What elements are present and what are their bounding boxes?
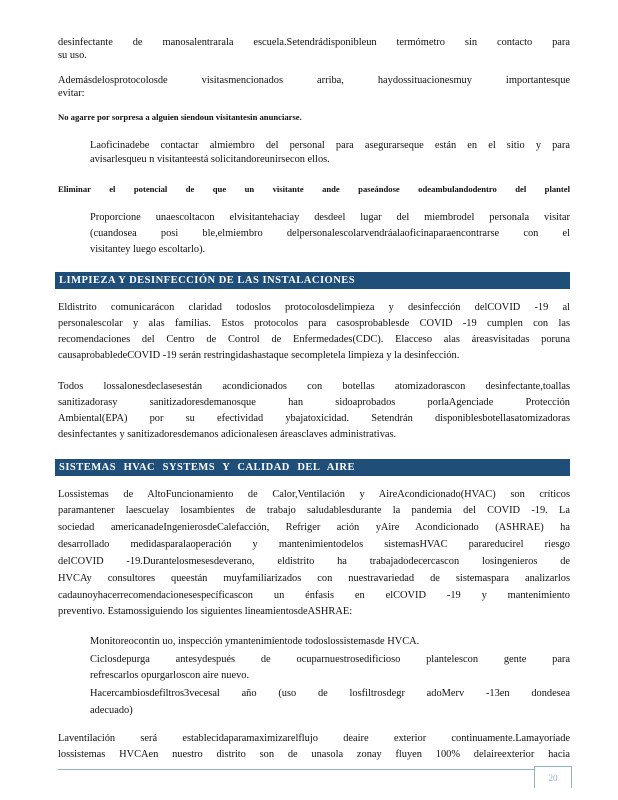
paragraph-line: delCOVID -19.Durantelosmesesdeverano, eldistrito ha trabajadodecercascon losingenieros de: [58, 556, 570, 567]
page-number: 20: [534, 766, 572, 788]
paragraph-line: evitar:: [58, 88, 85, 99]
paragraph-line: causaprobabledeCOVID -19 serán restringidashastaque secompletela limpieza y la desinfección.: [58, 350, 460, 361]
paragraph-line: Todos lossalonesdeclasesestán acondicionados con botellas atomizadorascon desinfectante,toallas: [58, 381, 570, 392]
paragraph-line: Lossistemas de AltoFuncionamiento de Calor,Ventilación y AireAcondicionado(HVAC) son críticos: [58, 489, 570, 500]
bullet-line: visitantey luego escoltarlo).: [90, 244, 206, 255]
paragraph-line: sociedad americanadeIngenierosdeCalefacción, Refriger ación yAire Acondicionado (ASHRAE) ha: [58, 522, 570, 533]
rule-heading-eliminar: Eliminar el potencial de que un visitante ande paseándose odeambulandodentro del plantel: [58, 184, 570, 194]
paragraph-line: paramantener laescuelay losambientes de trabajo saludablesdurante la pandemia del COVID -19. La: [58, 505, 570, 516]
rule-heading-no-agarre: No agarre por sorpresa a alguien siendoun visitantesin anunciarse.: [58, 112, 302, 122]
paragraph-line: cadaunoyhacerrecomendacionesespecíficascon un énfasis en elCOVID -19 y mantenimiento: [58, 590, 570, 601]
paragraph-line: Ademásdelosprotocolosde visitasmencionados arriba, haydossituacionesmuy importantesque: [58, 75, 570, 86]
bullet-line: adecuado): [90, 705, 133, 716]
paragraph-line: personalescolar y alas familias. Estos protocolos para casosprobablesde COVID -19 cumplen con las: [58, 318, 570, 329]
section-heading-limpieza: LIMPIEZA Y DESINFECCIÓN DE LAS INSTALACIONES: [55, 272, 570, 289]
paragraph-line: desarrollado medidasparalaoperación y mantenimientodelos sistemasHVAC parareducirel riesgo: [58, 539, 570, 550]
paragraph-line: desinfectante de manosalentrarala escuela.Setendrádisponibleun termómetro sin contacto para: [58, 37, 570, 48]
bullet-line: Proporcione unaescoltacon elvisitantehaciay desdeel lugar del miembrodel personala visitar: [90, 212, 570, 223]
paragraph-line: sanitizadorasy sanitizadoresdemanosque han sidoaprobados porlaAgenciade Protección: [58, 397, 570, 408]
bullet-line: Monitoreocontin uo, inspección ymantenimientode todoslossistemasde HVCA.: [90, 636, 420, 647]
bullet-line: (cuandosea posi ble,elmiembro delpersonalescolarvendráalaoficinaparaencontrarse con el: [90, 228, 570, 239]
bullet-line: Laoficinadebe contactar almiembro del personal para asegurarseque están en el sitio y para: [90, 140, 570, 151]
paragraph-line: desinfectantes y sanitizadoresdemanos adicionalesen áreasclaves administrativas.: [58, 429, 397, 440]
paragraph-line: Ambiental(EPA) por su efectividad ybajatoxicidad. Setendrán disponiblesbotellasatomizadoras: [58, 413, 570, 424]
paragraph-line: HVCAy consultores queestán muyfamiliarizados con nuestravariedad de sistemaspara analizarlos: [58, 573, 570, 584]
paragraph-line: preventivo. Estamossiguiendo los siguientes lineamientosdeASHRAE:: [58, 606, 353, 617]
bullet-line: Hacercambiosdefiltros3vecesal año (uso de losfiltrosdegr adoMerv -13en dondesea: [90, 688, 570, 699]
bullet-line: avisarlesqueu n visitanteestá solicitandoreunirsecon ellos.: [90, 154, 330, 165]
paragraph-line: su uso.: [58, 50, 87, 61]
paragraph-line: Eldistrito comunicarácon claridad todoslos protocolosdelimpieza y desinfección delCOVID -19 al: [58, 302, 570, 313]
paragraph-line: lossistemas HVCAen nuestro distrito son de unasola zonay fluyen 100% delaireexterior hacia: [58, 749, 570, 760]
bullet-line: refrescarlos opurgarloscon aire nuevo.: [90, 670, 250, 681]
bullet-line: Ciclosdepurga antesydespués de ocuparnuestrosedificioso plantelescon gente para: [90, 654, 570, 665]
footer-rule: [58, 769, 534, 770]
section-heading-hvac: SISTEMAS HVAC SYSTEMS Y CALIDAD DEL AIRE: [55, 459, 570, 476]
paragraph-line: recomendaciones del Centro de Control de Enfermedades(CDC). Elacceso alas áreasvisitadas poruna: [58, 334, 570, 345]
paragraph-line: Laventilación será establecidaparamaximizarelflujo deaire exterior continuamente.Lamayoríade: [58, 733, 570, 744]
